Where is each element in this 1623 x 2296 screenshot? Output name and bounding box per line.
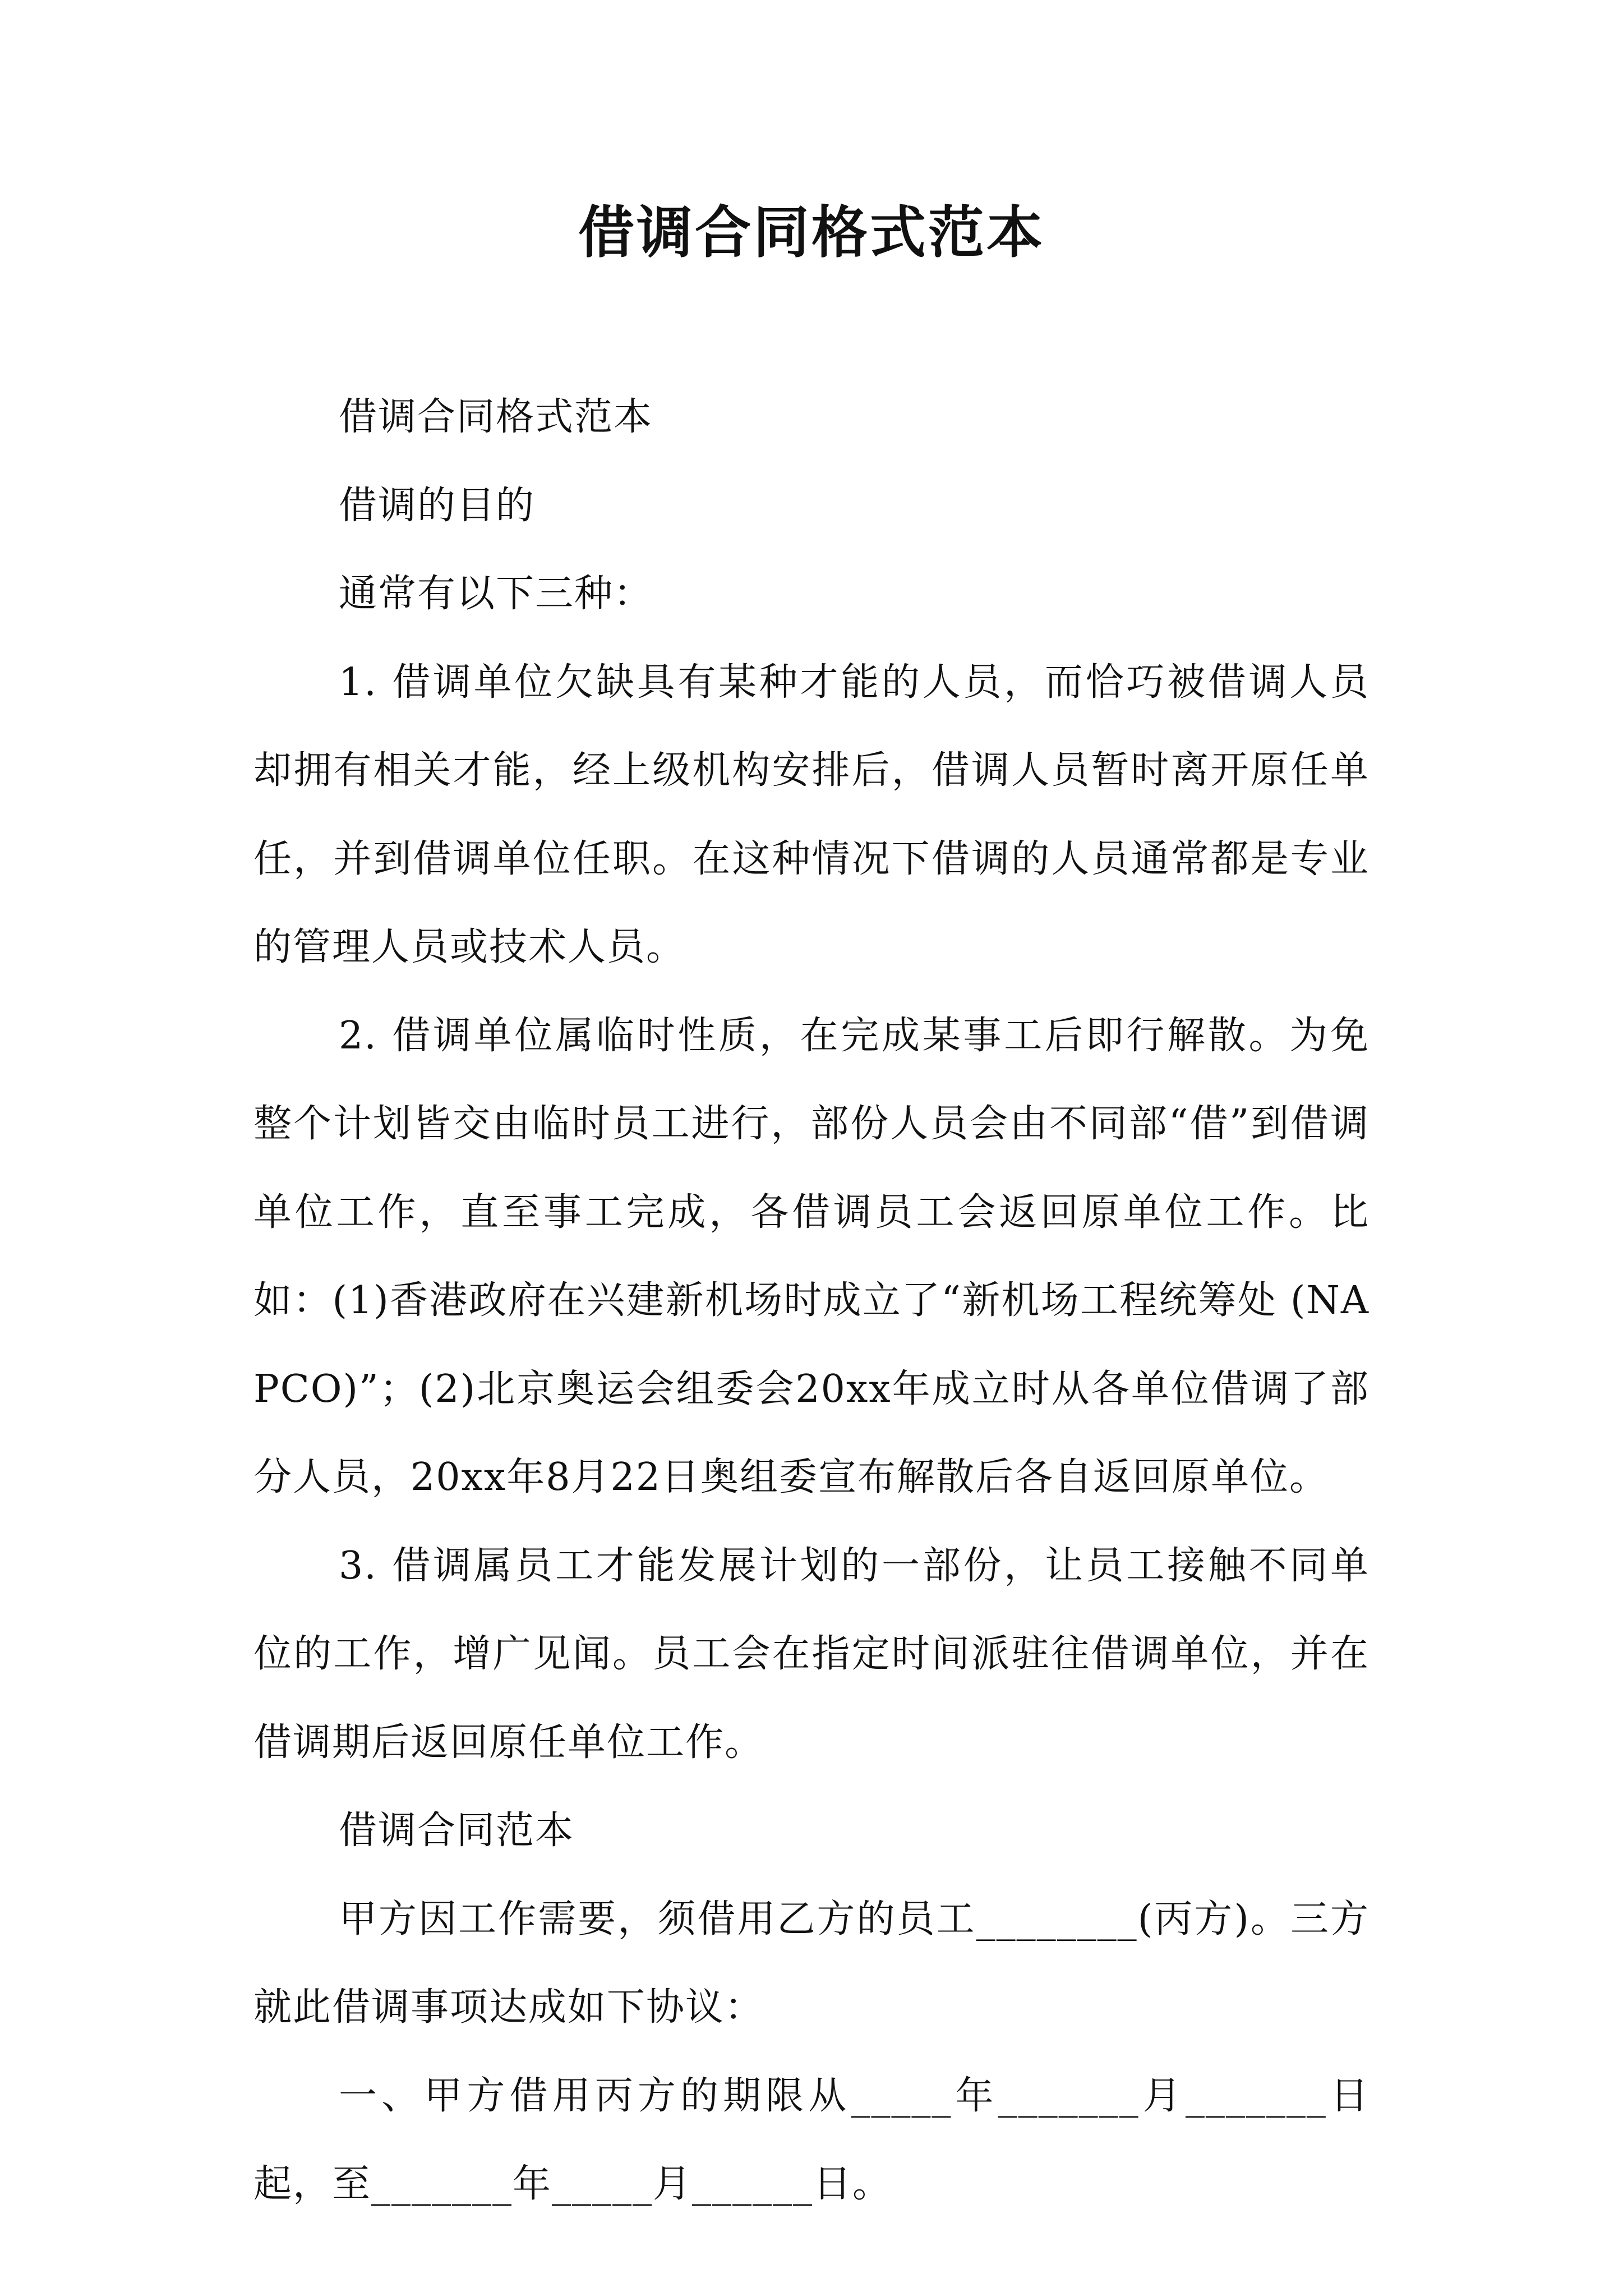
paragraph-point-3: 3. 借调属员工才能发展计划的一部份，让员工接触不同单位的工作，增广见闻。员工会在指定时间派驻往借调单位，并在借调期后返回原任单位工作。 <box>253 1543 1370 1765</box>
paragraph-contract-heading: 借调合同范本 <box>339 1809 575 1853</box>
paragraph-clause-1: 一、甲方借用丙方的期限从_____年_______月_______日起，至_______年_____月______日。 <box>253 2073 1370 2206</box>
paragraph-purpose-heading: 借调的目的 <box>339 483 536 528</box>
paragraph-heading: 借调合同格式范本 <box>339 395 653 439</box>
document-body <box>253 373 1370 2229</box>
paragraph-contract-intro: 甲方因工作需要，须借用乙方的员工________(丙方)。三方就此借调事项达成如下协议： <box>253 1897 1370 2030</box>
paragraph-point-1: 1. 借调单位欠缺具有某种才能的人员，而恰巧被借调人员却拥有相关才能，经上级机构安排后，借调人员暂时离开原任单任，并到借调单位任职。在这种情况下借调的人员通常都是专业的管理人员或技术人员。 <box>253 660 1370 969</box>
document-title: 借调合同格式范本 <box>578 200 1045 265</box>
paragraph-intro: 通常有以下三种： <box>339 572 653 616</box>
paragraph-point-2: 2. 借调单位属临时性质，在完成某事工后即行解散。为免整个计划皆交由临时员工进行，部份人员会由不同部“借”到借调单位工作，直至事工完成，各借调员工会返回原单位工作。比如：(1)香港政府在兴建新机场时成立了“新机场工程统筹处 (NAPCO)”；(2)北京奥运会组委会20xx年成立时从各单位借调了部分人员，20xx年8月22日奥组委宣布解散后各自返回原单位。 <box>253 1013 1370 1499</box>
